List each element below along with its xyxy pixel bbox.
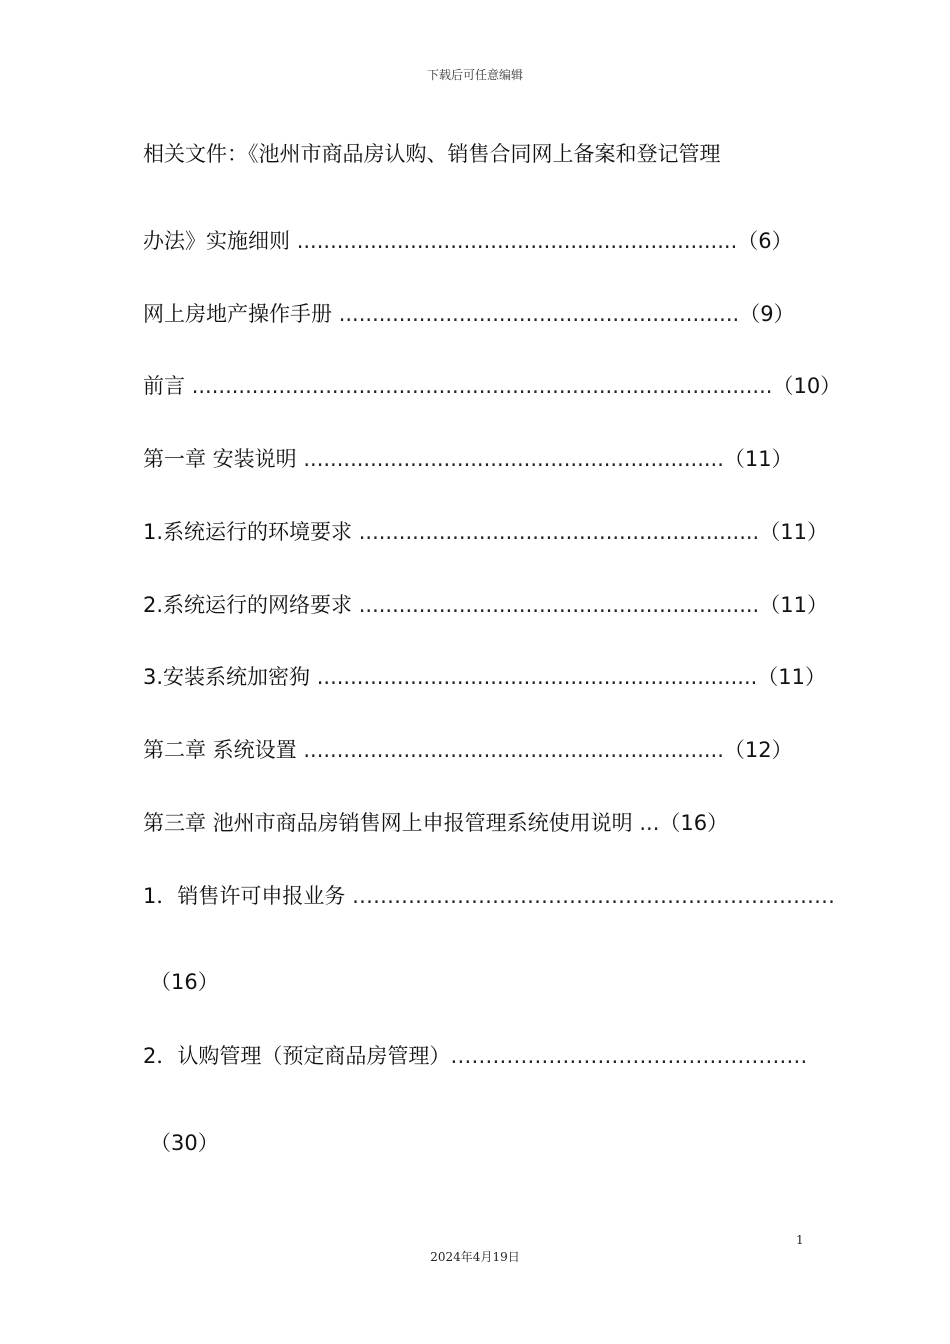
toc-line-related-files — [143, 139, 721, 169]
page-number: 1 — [796, 1233, 804, 1247]
toc-dots: .................................................................. — [316, 665, 758, 689]
toc-line-preface — [143, 371, 841, 401]
toc-dots: ............................................................ — [358, 520, 760, 544]
toc-text: 第三章 池州市商品房销售网上申报管理系统使用说明 — [143, 811, 640, 835]
toc-text: 网上房地产操作手册 — [143, 302, 339, 326]
toc-page: （6） — [737, 229, 793, 253]
toc-page: （11） — [759, 593, 828, 617]
toc-line-sales-permit-page — [150, 967, 219, 997]
toc-dots: …………………………………………… — [450, 1044, 808, 1068]
toc-text: 2．认购管理（预定商品房管理） — [143, 1044, 451, 1068]
toc-text: 2.系统运行的网络要求 — [143, 593, 359, 617]
toc-line-chapter-1 — [143, 444, 793, 474]
toc-dots: ............................................................ — [338, 302, 740, 326]
toc-dots: ............................................................... — [303, 447, 724, 471]
toc-text: 前言 — [143, 374, 192, 398]
toc-dots: .................................................................. — [296, 229, 738, 253]
toc-page: （9） — [739, 302, 795, 326]
toc-text: 办法》实施细则 — [143, 229, 297, 253]
toc-line-subscription — [143, 1041, 807, 1071]
toc-text: 3.安装系统加密狗 — [143, 665, 317, 689]
toc-line-dongle — [143, 662, 826, 692]
footer-date: 2024年4月19日 — [430, 1250, 520, 1264]
toc-text: 相关文件：《池州市商品房认购、销售合同网上备案和登记管理 — [143, 142, 721, 166]
header-note: 下载后可任意编辑 — [426, 68, 523, 82]
toc-dots: ....................................................................................... — [191, 374, 773, 398]
toc-line-manual — [143, 299, 795, 329]
toc-dots: ............................................................ — [358, 593, 760, 617]
toc-text: 第一章 安装说明 — [143, 447, 304, 471]
toc-line-env-requirements — [143, 517, 828, 547]
toc-text: 1．销售许可申报业务 — [143, 884, 353, 908]
toc-page: （30） — [150, 1131, 219, 1155]
toc-line-chapter-2 — [143, 735, 793, 765]
toc-text: 第二章 系统设置 — [143, 738, 304, 762]
toc-page: （16） — [150, 970, 219, 994]
toc-dots: ............................................................... — [303, 738, 724, 762]
toc-dots: ... — [639, 811, 660, 835]
toc-page: （11） — [757, 665, 827, 689]
toc-page: （11） — [759, 520, 828, 544]
toc-line-subscription-page — [150, 1128, 219, 1158]
toc-line-network-requirements — [143, 590, 828, 620]
toc-line-sales-permit — [143, 881, 835, 911]
toc-line-implementation-rules — [143, 226, 793, 256]
toc-page: （12） — [723, 738, 793, 762]
toc-page: （10） — [772, 374, 842, 398]
toc-page: （16） — [659, 811, 729, 835]
toc-line-chapter-3 — [143, 808, 728, 838]
toc-text: 1.系统运行的环境要求 — [143, 520, 359, 544]
toc-page: （11） — [723, 447, 793, 471]
toc-dots: …………………………………………………………… — [352, 884, 836, 908]
